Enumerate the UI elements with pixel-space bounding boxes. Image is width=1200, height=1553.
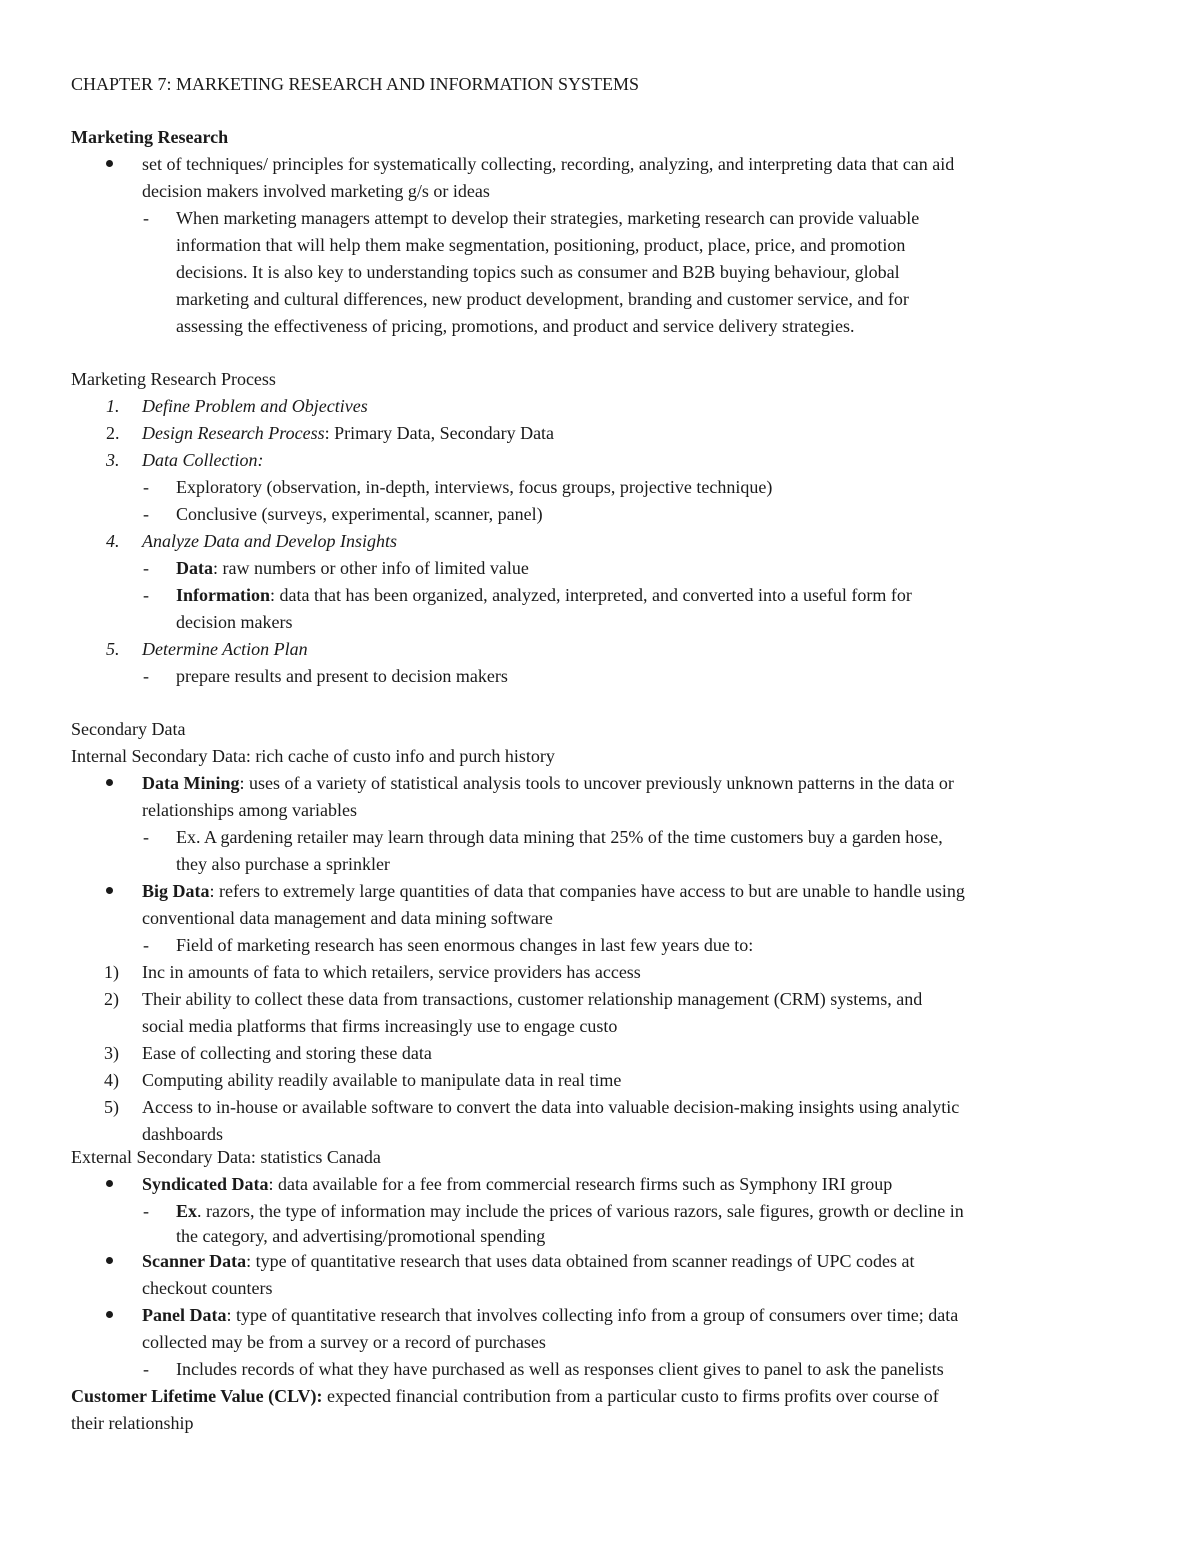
reason-2-line-2: social media platforms that firms increasingly use to engage custo bbox=[142, 1016, 618, 1036]
syndicated-example-2: the category, and advertising/promotional spending bbox=[176, 1226, 546, 1246]
bullet-icon bbox=[106, 1180, 113, 1187]
dash-marker: - bbox=[143, 208, 149, 228]
data-mining-example-2: they also purchase a sprinkler bbox=[176, 854, 390, 874]
step-4-information: Information: data that has been organized, analyzed, interpreted, and converted into a useful form for bbox=[176, 585, 912, 605]
process-heading: Marketing Research Process bbox=[71, 369, 276, 389]
step-4-information-cont: decision makers bbox=[176, 612, 293, 632]
bullet-icon bbox=[106, 1311, 113, 1318]
step-number: 5. bbox=[106, 639, 120, 659]
reason-4: Computing ability readily available to manipulate data in real time bbox=[142, 1070, 622, 1090]
chapter-title: CHAPTER 7: MARKETING RESEARCH AND INFORMATION SYSTEMS bbox=[71, 74, 640, 94]
reason-number: 5) bbox=[104, 1097, 119, 1117]
dash-marker: - bbox=[143, 504, 149, 524]
step-3-exploratory: Exploratory (observation, in-depth, interviews, focus groups, projective technique) bbox=[176, 477, 773, 497]
mr-sub-line-4: marketing and cultural differences, new product development, branding and customer service, and for bbox=[176, 289, 909, 309]
reason-5-line-1: Access to in-house or available software to convert the data into valuable decision-making insights using analytic bbox=[142, 1097, 960, 1117]
big-data-sub: Field of marketing research has seen enormous changes in last few years due to: bbox=[176, 935, 754, 955]
data-mining-line-1: Data Mining: uses of a variety of statistical analysis tools to uncover previously unknown patterns in the data or bbox=[142, 773, 954, 793]
data-mining-line-2: relationships among variables bbox=[142, 800, 357, 820]
syndicated-example-1: Ex. razors, the type of information may include the prices of various razors, sale figures, growth or decline in bbox=[176, 1201, 964, 1221]
external-secondary: External Secondary Data: statistics Canada bbox=[71, 1147, 381, 1167]
bullet-icon bbox=[106, 160, 113, 167]
clv-line-2: their relationship bbox=[71, 1413, 194, 1433]
mr-sub-line-2: information that will help them make segmentation, positioning, product, place, price, and promotion bbox=[176, 235, 906, 255]
big-data-line-1: Big Data: refers to extremely large quantities of data that companies have access to but are unable to handle using bbox=[142, 881, 965, 901]
reason-1: Inc in amounts of fata to which retailers, service providers has access bbox=[142, 962, 641, 982]
step-3: Data Collection: bbox=[142, 450, 264, 470]
reason-number: 4) bbox=[104, 1070, 119, 1090]
dash-marker: - bbox=[143, 935, 149, 955]
panel-data-sub: Includes records of what they have purchased as well as responses client gives to panel to ask the panelists bbox=[176, 1359, 944, 1379]
mr-def-line-1: set of techniques/ principles for systematically collecting, recording, analyzing, and interpreting data that can aid bbox=[142, 154, 955, 174]
step-2: Design Research Process: Primary Data, Secondary Data bbox=[142, 423, 555, 443]
reason-5-line-2: dashboards bbox=[142, 1124, 223, 1144]
clv-line-1: Customer Lifetime Value (CLV): expected financial contribution from a particular custo to firms profits over course of bbox=[71, 1386, 939, 1406]
mr-sub-line-3: decisions. It is also key to understanding topics such as consumer and B2B buying behaviour, global bbox=[176, 262, 900, 282]
reason-number: 3) bbox=[104, 1043, 119, 1063]
step-number: 4. bbox=[106, 531, 120, 551]
bullet-icon bbox=[106, 779, 113, 786]
bullet-icon bbox=[106, 1257, 113, 1264]
big-data-line-2: conventional data management and data mining software bbox=[142, 908, 553, 928]
dash-marker: - bbox=[143, 1359, 149, 1379]
syndicated-data: Syndicated Data: data available for a fee from commercial research firms such as Symphony IRI group bbox=[142, 1174, 893, 1194]
step-1: Define Problem and Objectives bbox=[142, 396, 368, 416]
step-5-detail: prepare results and present to decision makers bbox=[176, 666, 508, 686]
dash-marker: - bbox=[143, 558, 149, 578]
data-mining-example-1: Ex. A gardening retailer may learn through data mining that 25% of the time customers buy a garden hose, bbox=[176, 827, 943, 847]
secondary-heading: Secondary Data bbox=[71, 719, 186, 739]
panel-data-line-1: Panel Data: type of quantitative research that involves collecting info from a group of consumers over time; data bbox=[142, 1305, 959, 1325]
dash-marker: - bbox=[143, 585, 149, 605]
scanner-data-line-1: Scanner Data: type of quantitative research that uses data obtained from scanner readings of UPC codes at bbox=[142, 1251, 915, 1271]
mr-heading: Marketing Research bbox=[71, 127, 229, 147]
step-5: Determine Action Plan bbox=[142, 639, 308, 659]
reason-number: 2) bbox=[104, 989, 119, 1009]
dash-marker: - bbox=[143, 1201, 149, 1221]
mr-sub-line-1: When marketing managers attempt to develop their strategies, marketing research can provide valuable bbox=[176, 208, 920, 228]
panel-data-line-2: collected may be from a survey or a record of purchases bbox=[142, 1332, 546, 1352]
step-number: 1. bbox=[106, 396, 120, 416]
step-4-data: Data: raw numbers or other info of limited value bbox=[176, 558, 529, 578]
scanner-data-line-2: checkout counters bbox=[142, 1278, 273, 1298]
dash-marker: - bbox=[143, 477, 149, 497]
reason-number: 1) bbox=[104, 962, 119, 982]
mr-heading-line bbox=[71, 126, 228, 148]
dash-marker: - bbox=[143, 666, 149, 686]
step-4: Analyze Data and Develop Insights bbox=[142, 531, 397, 551]
step-number: 3. bbox=[106, 450, 120, 470]
dash-marker: - bbox=[143, 827, 149, 847]
step-number: 2. bbox=[106, 423, 120, 443]
internal-secondary: Internal Secondary Data: rich cache of custo info and purch history bbox=[71, 746, 555, 766]
mr-def-line-2: decision makers involved marketing g/s or ideas bbox=[142, 181, 490, 201]
step-3-conclusive: Conclusive (surveys, experimental, scanner, panel) bbox=[176, 504, 543, 524]
mr-sub-line-5: assessing the effectiveness of pricing, promotions, and product and service delivery strategies. bbox=[176, 316, 855, 336]
bullet-icon bbox=[106, 887, 113, 894]
reason-3: Ease of collecting and storing these data bbox=[142, 1043, 432, 1063]
reason-2-line-1: Their ability to collect these data from transactions, customer relationship management (CRM) systems, and bbox=[142, 989, 923, 1009]
